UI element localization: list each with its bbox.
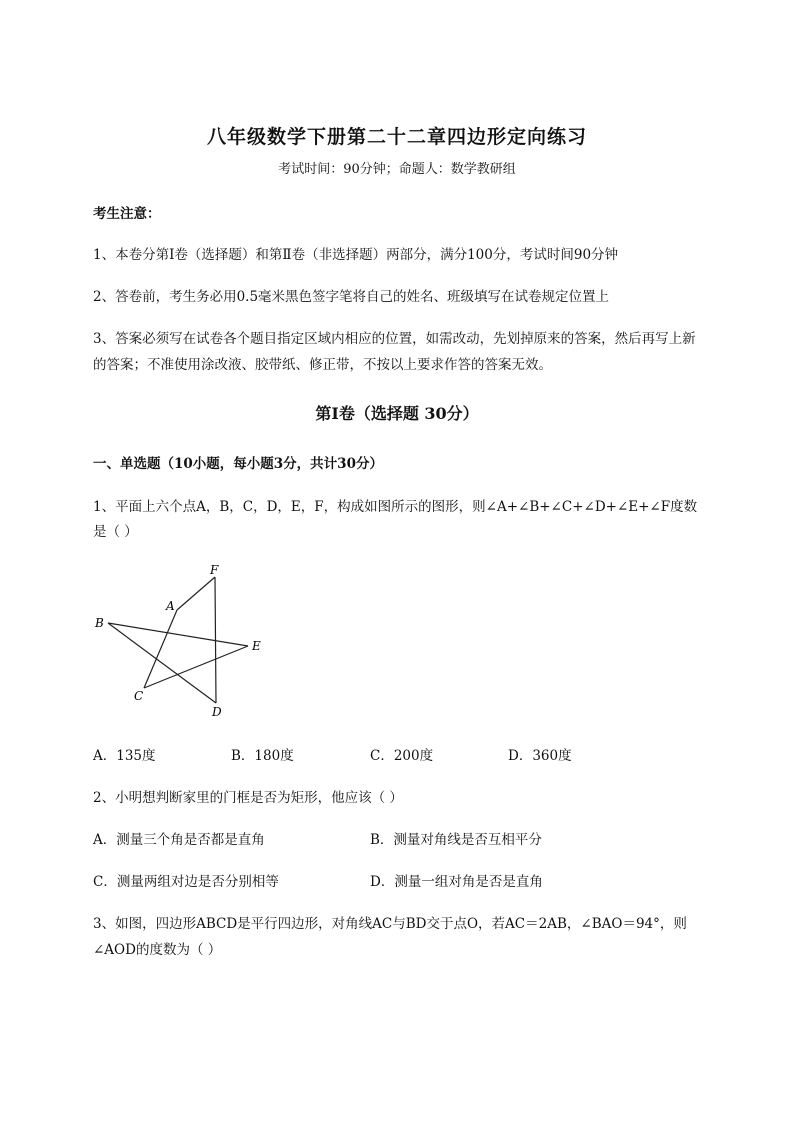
notice-heading: 考生注意：: [93, 206, 161, 222]
question-1-figure: [90, 560, 280, 720]
question-2-text: 2、小明想判断家里的门框是否为矩形，他应该（ ）: [93, 790, 403, 806]
segment-fd: [215, 577, 216, 703]
part-heading: 一、单选题（10小题，每小题3分，共计30分）: [93, 456, 383, 472]
notice-item: 2、答卷前，考生务必用0.5毫米黑色签字笔将自己的姓名、班级填写在试卷规定位置上: [93, 289, 610, 305]
notice-item: 3、答案必须写在试卷各个题目指定区域内相应的位置，如需改动，先划掉原来的答案，然后再写上新: [93, 331, 696, 347]
page-title: 八年级数学下册第二十二章四边形定向练习: [206, 126, 587, 148]
question-1-text-cont: 是（ ）: [93, 524, 138, 540]
segment-db: [108, 623, 216, 703]
point-label-a: A: [166, 599, 175, 613]
segment-af: [177, 577, 215, 610]
question-2-option-a[interactable]: A．测量三个角是否都是直角: [93, 832, 265, 848]
question-2-option-d[interactable]: D．测量一组对角是否是直角: [370, 874, 543, 890]
question-1-option-d[interactable]: D．360度: [508, 748, 572, 764]
question-1-text: 1、平面上六个点A，B，C，D，E，F，构成如图所示的图形，则∠A+∠B+∠C+∠D+∠E+∠F度数: [93, 499, 698, 515]
question-1-option-b[interactable]: B．180度: [231, 748, 294, 764]
question-2-option-c[interactable]: C．测量两组对边是否分别相等: [93, 874, 279, 890]
question-2-option-b[interactable]: B．测量对角线是否互相平分: [370, 832, 542, 848]
question-1-option-c[interactable]: C．200度: [370, 748, 434, 764]
notice-item: 1、本卷分第I卷（选择题）和第Ⅱ卷（非选择题）两部分，满分100分，考试时间90分钟: [93, 247, 619, 263]
question-3-text-cont: ∠AOD的度数为（ ）: [93, 942, 222, 958]
question-3-text: 3、如图，四边形ABCD是平行四边形，对角线AC与BD交于点O，若AC＝2AB，∠BAO＝94°，则: [93, 916, 687, 932]
notice-item: 的答案；不准使用涂改液、胶带纸、修正带，不按以上要求作答的答案无效。: [93, 357, 552, 373]
point-label-b: B: [95, 616, 104, 630]
exam-info: 考试时间：90分钟；命题人：数学教研组: [278, 162, 516, 177]
point-label-e: E: [252, 639, 261, 653]
point-label-f: F: [210, 563, 219, 577]
point-label-c: C: [134, 689, 144, 703]
segment-be: [108, 623, 248, 646]
section-title: 第I卷（选择题 30分）: [315, 404, 479, 423]
question-1-option-a[interactable]: A．135度: [93, 748, 156, 764]
point-label-d: D: [212, 705, 222, 719]
